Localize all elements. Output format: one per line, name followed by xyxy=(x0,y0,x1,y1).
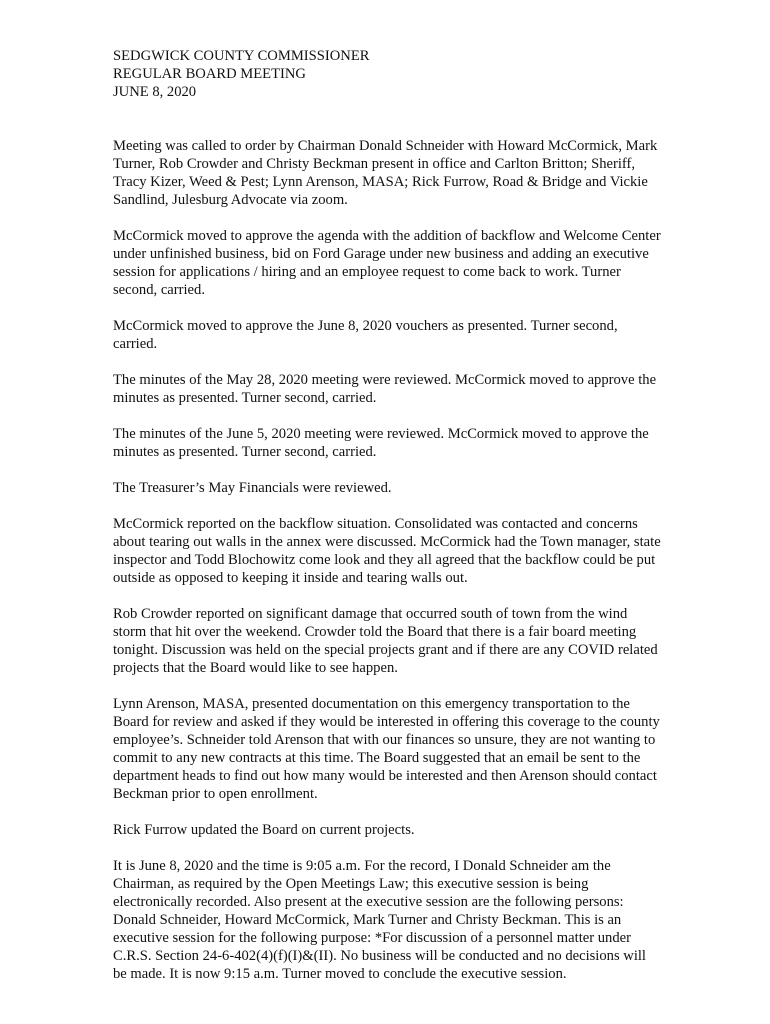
paragraph-treasurer-financials: The Treasurer’s May Financials were reviewed. xyxy=(113,480,392,496)
header-county: SEDGWICK COUNTY COMMISSIONER xyxy=(113,48,370,64)
paragraph-agenda: McCormick moved to approve the agenda with the addition of backflow and Welcome Center under unfinished business, bid on Ford Garage under new business and adding an executive session for applications / hiring and an employee request to come back to work. Turner second, carried. xyxy=(113,228,661,298)
paragraph-minutes-may-28: The minutes of the May 28, 2020 meeting were reviewed. McCormick moved to approve the minutes as presented. Turner second, carried. xyxy=(113,372,657,406)
paragraph-executive-session: It is June 8, 2020 and the time is 9:05 a.m. For the record, I Donald Schneider am the Chairman, as required by the Open Meetings Law; this executive session is being electronically recorded. Also present at the executive session are the following persons: Donald Schneider, Howard McCormick, Mark Turner and Christy Beckman. This is an executive session for the following purpose: *For discussion of a personnel matter under C.R.S. Section 24-6-402(4)(f)(I)&(II). No business will be conducted and no decisions will be made. It is now 9:15 a.m. Turner moved to conclude the executive session. xyxy=(113,858,646,982)
paragraph-minutes-june-5: The minutes of the June 5, 2020 meeting were reviewed. McCormick moved to approve the minutes as presented. Turner second, carried. xyxy=(113,426,649,460)
header-date: JUNE 8, 2020 xyxy=(113,84,197,100)
paragraph-wind-damage: Rob Crowder reported on significant damage that occurred south of town from the wind storm that hit over the weekend. Crowder told the Board that there is a fair board meeting tonight. Discussion was held on the special projects grant and if there are any COVID related projects that the Board would like to see happen. xyxy=(113,606,658,676)
paragraph-road-bridge: Rick Furrow updated the Board on current projects. xyxy=(113,822,415,838)
paragraph-masa: Lynn Arenson, MASA, presented documentation on this emergency transportation to the Board for review and asked if they would be interested in offering this coverage to the county employee’s. Schneider told Arenson that with our finances so unsure, they are not wanting to commit to any new contracts at this time. The Board suggested that an email be sent to the department heads to find out how many would be interested and then Arenson should contact Beckman prior to open enrollment. xyxy=(113,696,660,802)
header-meeting-type: REGULAR BOARD MEETING xyxy=(113,66,306,82)
paragraph-vouchers: McCormick moved to approve the June 8, 2020 vouchers as presented. Turner second, carried. xyxy=(113,318,618,352)
document-page xyxy=(113,47,661,1001)
paragraph-backflow: McCormick reported on the backflow situation. Consolidated was contacted and concerns about tearing out walls in the annex were discussed. McCormick had the Town manager, state inspector and Todd Blochowitz come look and they all agreed that the backflow could be put outside as opposed to keeping it inside and tearing walls out. xyxy=(113,516,661,586)
document-header xyxy=(113,47,661,101)
paragraph-call-to-order: Meeting was called to order by Chairman Donald Schneider with Howard McCormick, Mark Turner, Rob Crowder and Christy Beckman present in office and Carlton Britton; Sheriff, Tracy Kizer, Weed & Pest; Lynn Arenson, MASA; Rick Furrow, Road & Bridge and Vickie Sandlind, Julesburg Advocate via zoom. xyxy=(113,138,658,208)
